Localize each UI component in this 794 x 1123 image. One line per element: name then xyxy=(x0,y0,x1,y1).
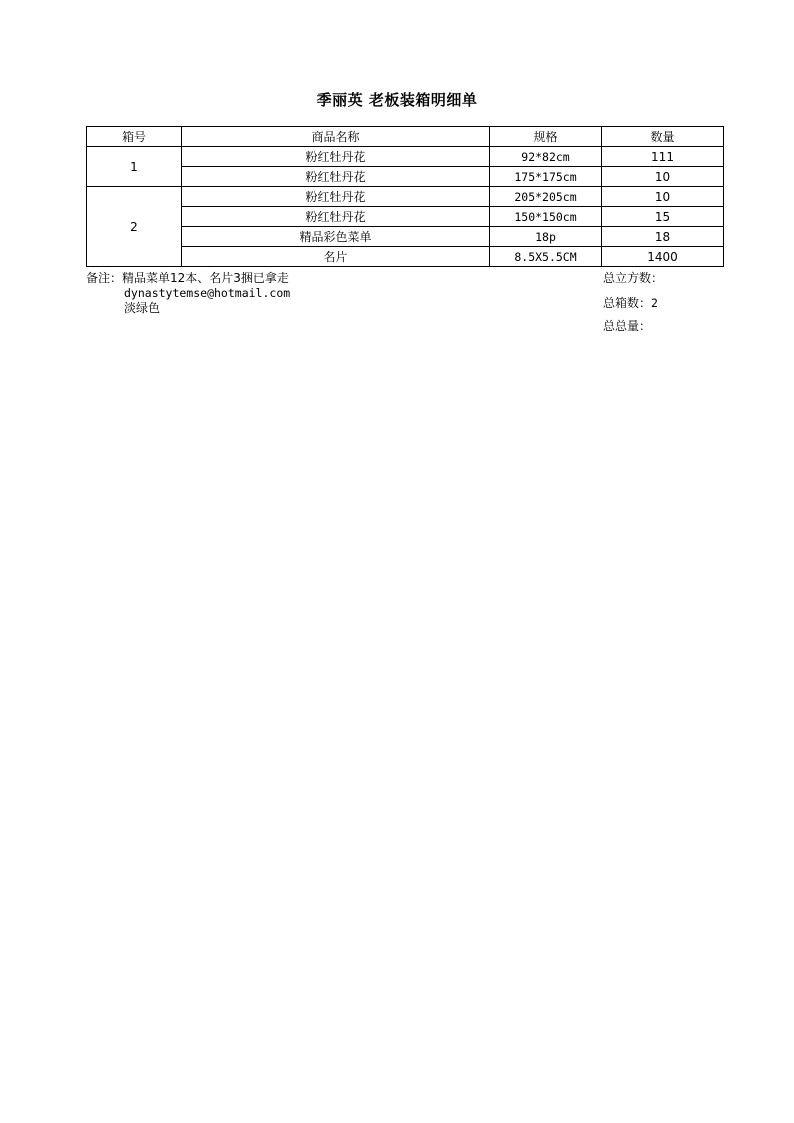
qty-cell: 111 xyxy=(602,147,724,167)
table-row xyxy=(87,207,724,227)
table-row xyxy=(87,247,724,267)
product-cell: 精品彩色菜单 xyxy=(182,227,490,247)
spec-cell: 18p xyxy=(490,227,602,247)
product-cell: 粉红牡丹花 xyxy=(182,147,490,167)
header-qty: 数量 xyxy=(602,127,724,147)
page-title: 季丽英 老板装箱明细单 xyxy=(316,91,478,109)
box-no-cell: 1 xyxy=(87,147,182,187)
qty-cell: 10 xyxy=(602,187,724,207)
header-box-no: 箱号 xyxy=(87,127,182,147)
notes-email: dynastytemse@hotmail.com xyxy=(124,286,291,300)
qty-cell: 1400 xyxy=(602,247,724,267)
notes-block xyxy=(86,271,290,316)
table-row xyxy=(87,167,724,187)
notes-label: 备注： xyxy=(86,271,123,285)
header-spec: 规格 xyxy=(490,127,602,147)
total-volume-label: 总立方数： xyxy=(603,271,664,285)
spec-cell: 8.5X5.5CM xyxy=(490,247,602,267)
total-boxes-label: 总箱数： xyxy=(603,296,652,310)
qty-cell: 15 xyxy=(602,207,724,227)
table-row xyxy=(87,227,724,247)
spec-cell: 205*205cm xyxy=(490,187,602,207)
summary-total-volume xyxy=(603,269,663,286)
notes-color: 淡绿色 xyxy=(124,301,161,315)
total-boxes-value: 2 xyxy=(651,296,658,310)
header-product: 商品名称 xyxy=(182,127,490,147)
spec-cell: 150*150cm xyxy=(490,207,602,227)
product-cell: 粉红牡丹花 xyxy=(182,167,490,187)
notes-text: 精品菜单12本、名片3捆已拿走 xyxy=(122,271,289,285)
spec-cell: 175*175cm xyxy=(490,167,602,187)
qty-cell: 18 xyxy=(602,227,724,247)
spec-cell: 92*82cm xyxy=(490,147,602,167)
table-header-row xyxy=(87,127,724,147)
total-weight-label: 总总量： xyxy=(603,319,652,333)
table-row xyxy=(87,187,724,207)
qty-cell: 10 xyxy=(602,167,724,187)
table-row xyxy=(87,147,724,167)
product-cell: 名片 xyxy=(182,247,490,267)
box-no-cell: 2 xyxy=(87,187,182,267)
summary-total-weight xyxy=(603,317,651,334)
product-cell: 粉红牡丹花 xyxy=(182,207,490,227)
notes-line-1 xyxy=(86,271,290,286)
product-cell: 粉红牡丹花 xyxy=(182,187,490,207)
summary-total-boxes xyxy=(603,294,658,311)
packing-table xyxy=(86,126,724,267)
